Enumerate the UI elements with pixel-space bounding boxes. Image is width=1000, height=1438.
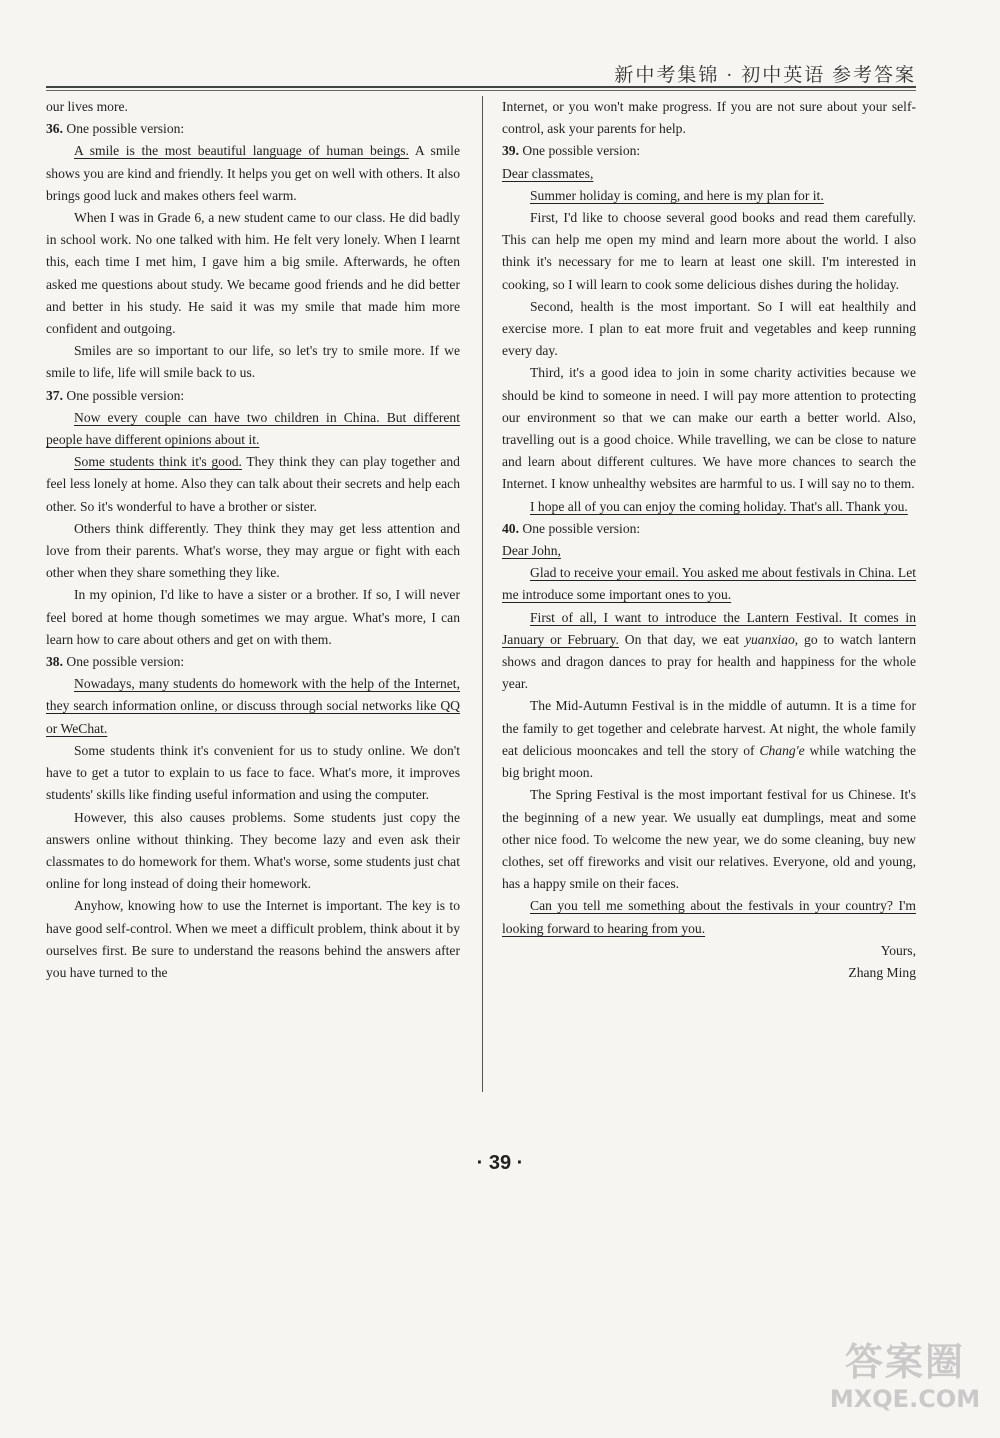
letter-closing: Yours, <box>880 942 916 958</box>
watermark-site: MXQE.COM <box>829 1385 981 1413</box>
paragraph: Anyhow, knowing how to use the Internet is important. The key is to have good self-control. When we meet a difficult problem, think about it by ourselves first. Be sure to understand the reasons behind the answers after you have turned to the <box>46 898 460 980</box>
page-number: · 39 · <box>476 1152 524 1174</box>
watermark-logo: 答案圈 <box>844 1340 965 1384</box>
paragraph: When I was in Grade 6, a new student came to our class. He did badly in school work. No one talked with him. He felt very lonely. When I learnt this, each time I met him, I gave him a big smile. Afterwards, he often asked me questions about study. We became good friends and he did better and better in his study. He said it was my smile that made him more confident and outgoing. <box>46 210 460 337</box>
paragraph: our lives more. <box>46 99 128 114</box>
underlined-sentence: Glad to receive your email. You asked me about festivals in China. Let me introduce some important ones to you. <box>502 565 916 603</box>
question-label: One possible version: <box>519 143 641 159</box>
paragraph: Others think differently. They think they may get less attention and love from their parents. What's worse, they may argue or fight with each other when they share something they like. <box>46 520 460 581</box>
letter-signature: Zhang Ming <box>848 964 916 980</box>
paragraph <box>46 407 460 451</box>
paragraph: The Spring Festival is the most important festival for us Chinese. It's the beginning of a new year. We usually eat dumplings, meat and some other nice food. To welcome the new year, we do some cleaning, buy new clothes, set off fireworks and visit our relatives. Everyone, old and young, has a happy smile on their faces. <box>502 787 916 892</box>
question-number: 36. <box>46 121 63 137</box>
underlined-sentence: Now every couple can have two children in China. But different people have different opinions about it. <box>46 409 460 448</box>
column-divider <box>482 96 483 1092</box>
right-column <box>502 96 916 984</box>
header-rule-thin <box>46 90 916 91</box>
paragraph: Some students think it's convenient for us to study online. We don't have to get a tutor to explain to us face to face. What's more, it improves students' skills like finding useful information and using the computer. <box>46 742 460 803</box>
underlined-sentence: Nowadays, many students do homework with the help of the Internet, they search information online, or discuss through social networks like QQ or WeChat. <box>46 676 460 736</box>
header-rule <box>46 86 916 88</box>
underlined-sentence: I hope all of you can enjoy the coming holiday. That's all. Thank you. <box>530 498 908 514</box>
paragraph <box>502 562 916 606</box>
paragraph: First, I'd like to choose several good books and read them carefully. This can help me open my mind and learn more about the world. I also think it's necessary for me to learn at least one skill. I'm interested in cooking, so I will learn to cook some delicious dishes during the holiday. <box>502 210 916 292</box>
question-number: 39. <box>502 143 519 159</box>
paragraph: Second, health is the most important. So I will eat healthily and exercise more. I plan to eat more fruit and vegetables and keep running every day. <box>502 298 916 359</box>
paragraph: In my opinion, I'd like to have a sister or a brother. If so, I will never feel bored at home though sometimes we may argue. What's more, I can learn how to care about others and get on with them. <box>46 587 460 647</box>
left-column <box>46 96 460 984</box>
question-label: One possible version: <box>63 654 185 670</box>
underlined-sentence: A smile is the most beautiful language of human beings. <box>74 143 409 159</box>
question-label: One possible version: <box>519 520 641 536</box>
question-39-heading <box>502 140 916 162</box>
underlined-sentence: Some students think it's good. <box>74 454 242 470</box>
question-number: 40. <box>502 520 519 536</box>
paragraph: The Mid-Autumn Festival is in the middle of autumn. It is a time for the family to get together and celebrate harvest. At night, the whole family eat delicious mooncakes and tell the story of Chang'e while watching the big bright moon. <box>502 698 916 781</box>
question-number: 37. <box>46 387 63 403</box>
paragraph <box>46 673 460 740</box>
paragraph: However, this also causes problems. Some students just copy the answers online without thinking. They become lazy and even ask their classmates to do homework for them. What's worse, some students just chat online for long instead of doing their homework. <box>46 809 460 892</box>
page-header: 新中考集锦 · 初中英语 参考答案 <box>614 65 916 86</box>
letter-greeting: Dear classmates, <box>502 165 594 181</box>
question-40-heading <box>502 518 916 540</box>
question-37-heading <box>46 385 460 407</box>
underlined-sentence: Summer holiday is coming, and here is my plan for it. <box>530 187 824 203</box>
watermark <box>820 1340 990 1430</box>
question-36-heading <box>46 118 460 140</box>
question-38-heading <box>46 651 460 673</box>
underlined-sentence: First of all, I want to introduce the Lantern Festival. It comes in January or February. <box>502 609 916 647</box>
paragraph: A smile is the most beautiful language of human beings. A smile shows you are kind and friendly. It helps you get on well with others. It also brings good luck and makes others feel warm. <box>46 143 460 203</box>
paragraph: First of all, I want to introduce the Lantern Festival. It comes in January or February. On that day, we eat yuanxiao, go to watch lantern shows and dragon dances to pray for health and happiness for the whole year. <box>502 609 916 692</box>
question-label: One possible version: <box>63 121 185 137</box>
letter-greeting: Dear John, <box>502 543 561 559</box>
underlined-sentence: Can you tell me something about the festivals in your country? I'm looking forward to hearing from you. <box>502 898 916 936</box>
paragraph: Smiles are so important to our life, so let's try to smile more. If we smile to life, life will smile back to us. <box>46 343 460 381</box>
question-label: One possible version: <box>63 387 185 403</box>
paragraph <box>502 185 916 207</box>
paragraph <box>502 895 916 939</box>
paragraph: Some students think it's good. They think they can play together and feel less lonely at home. Also they can talk about their secrets and help each other. So it's wonderful to have a brother or sister. <box>46 454 460 514</box>
question-number: 38. <box>46 654 63 670</box>
paragraph: Internet, or you won't make progress. If you are not sure about your self-control, ask your parents for help. <box>502 99 916 137</box>
paragraph: Third, it's a good idea to join in some charity activities because we should be kind to someone in need. I will pay more attention to protecting our environment so that we can make our earth a better world. Also, travelling out is a good choice. While travelling, we can be close to nature and learn about different cultures. We have more chances to search the Internet. I know unhealthy websites are harmful to us. I will say no to them. <box>502 365 916 492</box>
paragraph <box>502 496 916 518</box>
